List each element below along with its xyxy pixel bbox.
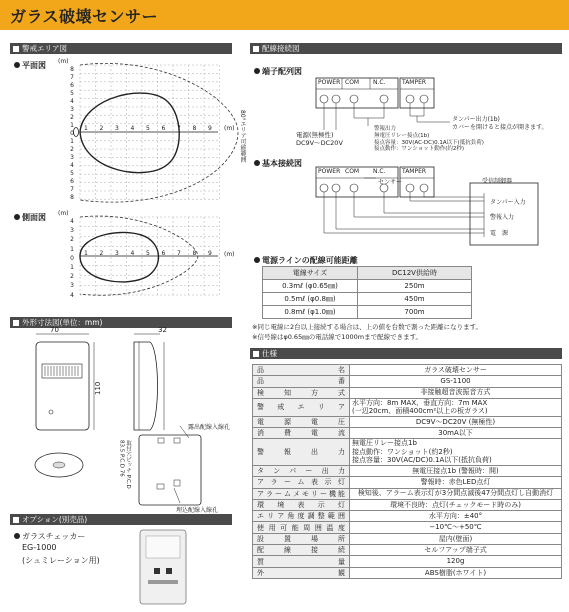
tick-label: 2	[99, 250, 104, 257]
spec-value: 屋内(壁面)	[350, 533, 562, 544]
cable-note-1: ※同じ電線に2台以上接続する場合は、上の値を台数で割った距離になります。	[252, 323, 483, 331]
tick-label: 7	[177, 125, 181, 132]
plan-x-unit: (m)	[224, 125, 235, 132]
spec-value: 環境不良時：点灯(チェックモード時のみ)	[350, 499, 562, 510]
spec-row	[253, 488, 562, 499]
spec-row	[253, 533, 562, 544]
table-row: 0.8mℓ (φ1.0㎜) 700m	[263, 306, 472, 319]
spec-row	[253, 416, 562, 427]
tick-label: 4	[70, 98, 74, 105]
spec-value: セルフアップ端子式	[350, 545, 562, 556]
basic-nc-label: N.C.	[373, 168, 386, 175]
spec-key: 使用可能周囲温度	[253, 522, 350, 533]
spec-row	[253, 387, 562, 398]
tick-label: 4	[130, 125, 135, 132]
tick-label: 5	[146, 250, 150, 257]
spec-key: 設置場所	[253, 533, 350, 544]
spec-key: タンパー出力	[253, 465, 350, 476]
tick-label: 9	[208, 125, 212, 132]
spec-value: 検知後、アラーム表示灯が3分間点滅後47分間点灯し自動消灯	[350, 488, 562, 499]
side-y-ticks	[66, 217, 74, 300]
tick-label: 4	[70, 162, 74, 169]
tick-label: 3	[70, 227, 74, 235]
spec-key: 警戒エリア	[253, 398, 350, 416]
dim-exposed-label: 露出配線入線孔	[188, 424, 231, 431]
spec-value: −10℃〜+50℃	[350, 522, 562, 533]
basic-sensor-label: センサー	[378, 179, 403, 186]
terminal-tamper-label: TAMPER	[402, 79, 427, 86]
spec-value: 水平方向：±40°	[350, 511, 562, 522]
tick-label: 1	[70, 264, 74, 272]
spec-key: 検知方式	[253, 387, 350, 398]
basic-power-label: POWER	[318, 168, 341, 175]
spec-key: 質量	[253, 556, 350, 567]
spec-key: 品名	[253, 365, 350, 376]
tick-label: 5	[146, 125, 150, 132]
cable-distance-heading: 電源ラインの配線可能距離	[254, 255, 358, 266]
spec-key: アラームメモリー機能	[253, 488, 350, 499]
dim-embedded-label: 埋込配線入線孔	[176, 507, 219, 514]
spec-key: 環境表示灯	[253, 499, 350, 510]
basic-wiring-diagram	[260, 167, 560, 257]
spec-row	[253, 545, 562, 556]
tick-label: 2	[99, 125, 104, 132]
spec-row	[253, 477, 562, 488]
dim-width: 70	[50, 326, 59, 334]
terminal-power-label: POWER	[318, 79, 341, 86]
side-view-heading: 側面図	[14, 212, 46, 223]
tamper-note: タンパー出力(1b) カバーを開けると接点が開きます。	[452, 116, 548, 131]
spec-row	[253, 499, 562, 510]
spec-value: 水平方向：8m MAX、垂直方向：7m MAX (一辺20cm、面積400cm²以上の板ガラス)	[350, 398, 562, 416]
tick-label: 2	[70, 273, 74, 281]
alarm-note: 警報出力 無電圧リレー接点(1b) 接点容量：30V(AC-DC)0.1A以下(抵抗負荷) 接点動作：ワンショット動作(約2秒)	[374, 126, 484, 153]
cable-header-size: 電線サイズ	[263, 267, 358, 280]
spec-row	[253, 511, 562, 522]
tick-label: 7	[177, 250, 181, 257]
spec-value: 無電圧リレー接点1b 接点動作：ワンショット(約2秒) 接点容量：30V(AC/DC)0.1A以下(抵抗負荷)	[350, 439, 562, 466]
tick-label: 1	[70, 122, 74, 129]
tick-label: 7	[70, 74, 74, 81]
spec-key: アラーム表示灯	[253, 477, 350, 488]
tick-label: 3	[115, 125, 119, 132]
section-spec: 仕様	[250, 348, 562, 359]
table-row: 0.5mℓ (φ0.8㎜) 450m	[263, 293, 472, 306]
side-x-unit: (m)	[224, 251, 235, 258]
title-bar	[0, 0, 569, 30]
dim-pitch-label: 取付穴ピッチ P.C.D 83.5 P.C.D 76	[118, 440, 131, 489]
tick-label: 1	[84, 125, 88, 132]
cable-header-dc12: DC12V供給時	[358, 267, 472, 280]
plan-view-diagram	[58, 62, 258, 202]
tick-label: 0	[70, 130, 74, 137]
option-name: ガラスチェッカー	[14, 531, 85, 542]
spec-key: エリア角度調整範囲	[253, 511, 350, 522]
controller-power: 電 源	[490, 230, 509, 237]
side-x-ticks	[84, 250, 224, 257]
terminal-heading: 端子配列図	[254, 66, 302, 77]
table-row: 0.3mℓ (φ0.65㎜) 250m	[263, 280, 472, 293]
tick-label: 8	[192, 250, 197, 257]
controller-label: 受信制御器	[482, 178, 513, 185]
cable-note-2: ※信号線はφ0.65㎜の電話線で1000mまで配線できます。	[252, 333, 423, 341]
tick-label: 6	[70, 178, 74, 185]
spec-value: ガラス破壊センサー	[350, 365, 562, 376]
tick-label: 4	[70, 218, 74, 225]
tick-label: 2	[70, 114, 74, 121]
section-option: オプション(別売品)	[10, 514, 232, 525]
spec-key: 警報出力	[253, 439, 350, 466]
spec-value: DC9V〜DC20V (無極性)	[350, 416, 562, 427]
tick-label: 8	[70, 194, 74, 201]
spec-row	[253, 465, 562, 476]
tick-label: 6	[70, 82, 74, 89]
plan-x-ticks	[84, 125, 224, 132]
tick-label: 8	[70, 66, 74, 73]
spec-row	[253, 428, 562, 439]
spec-row	[253, 398, 562, 416]
spec-value: 非接触超音波振音方式	[350, 387, 562, 398]
spec-row	[253, 556, 562, 567]
tick-label: 6	[161, 125, 166, 132]
terminal-com-label: COM	[345, 79, 360, 86]
tick-label: 2	[70, 236, 74, 244]
spec-value: 警報時：赤色LED点灯	[350, 477, 562, 488]
tick-label: 3	[70, 282, 74, 290]
tick-label: 0	[70, 254, 74, 262]
dim-height: 110	[94, 381, 102, 395]
controller-tamper-input: タンパー入力	[490, 199, 526, 206]
plan-area-label: 80°エリア可能範囲	[239, 110, 246, 163]
cable-distance-table	[262, 266, 472, 319]
spec-row	[253, 522, 562, 533]
spec-key: 配線接続	[253, 545, 350, 556]
terminal-nc-label: N.C.	[373, 79, 386, 86]
tick-label: 2	[70, 146, 74, 153]
power-note: 電源(無極性) DC9V〜DC20V	[296, 131, 343, 147]
side-y-unit: (m)	[58, 210, 69, 217]
spec-key: 電源電圧	[253, 416, 350, 427]
basic-wiring-heading: 基本接続図	[254, 158, 302, 169]
tick-label: 9	[208, 250, 212, 257]
controller-alarm-input: 警報入力	[490, 214, 515, 221]
glass-checker-image	[132, 528, 202, 608]
spec-key: 消費電流	[253, 428, 350, 439]
spec-row	[253, 439, 562, 466]
section-dimensions: 外形寸法図(単位：mm)	[10, 317, 232, 328]
spec-key: 外観	[253, 567, 350, 578]
tick-label: 3	[115, 250, 119, 257]
plan-view-heading: 平面図	[14, 60, 46, 71]
spec-row	[253, 567, 562, 578]
dim-depth: 32	[158, 326, 167, 334]
tick-label: 4	[70, 291, 74, 299]
section-detection-area: 警戒エリア図	[10, 43, 232, 54]
section-wiring: 配線接続図	[250, 43, 562, 54]
spec-value: 120g	[350, 556, 562, 567]
tick-label: 8	[192, 125, 197, 132]
option-model: EG-1000	[22, 543, 57, 552]
spec-row	[253, 376, 562, 387]
tick-label: 1	[70, 138, 74, 145]
spec-value: ABS樹脂(ホワイト)	[350, 567, 562, 578]
tick-label: 5	[70, 170, 74, 177]
tick-label: 3	[70, 154, 74, 161]
tick-label: 4	[130, 250, 135, 257]
plan-y-ticks	[66, 66, 74, 202]
spec-value: GS-1100	[350, 376, 562, 387]
tick-label: 1	[70, 245, 74, 253]
tick-label: 6	[161, 250, 166, 257]
tick-label: 1	[84, 250, 88, 257]
basic-com-label: COM	[345, 168, 360, 175]
spec-key: 品番	[253, 376, 350, 387]
option-note: (シュミレーション用)	[22, 556, 100, 565]
spec-row	[253, 365, 562, 376]
plan-y-unit: (m)	[58, 58, 69, 65]
spec-value: 30mA以下	[350, 428, 562, 439]
tick-label: 7	[70, 186, 74, 193]
page-title: ガラス破壊センサー	[10, 7, 159, 26]
basic-tamper-label: TAMPER	[402, 168, 427, 175]
tick-label: 5	[70, 90, 74, 97]
spec-table	[252, 364, 562, 579]
spec-value: 無電圧接点1b (警報時：開)	[350, 465, 562, 476]
tick-label: 3	[70, 106, 74, 113]
